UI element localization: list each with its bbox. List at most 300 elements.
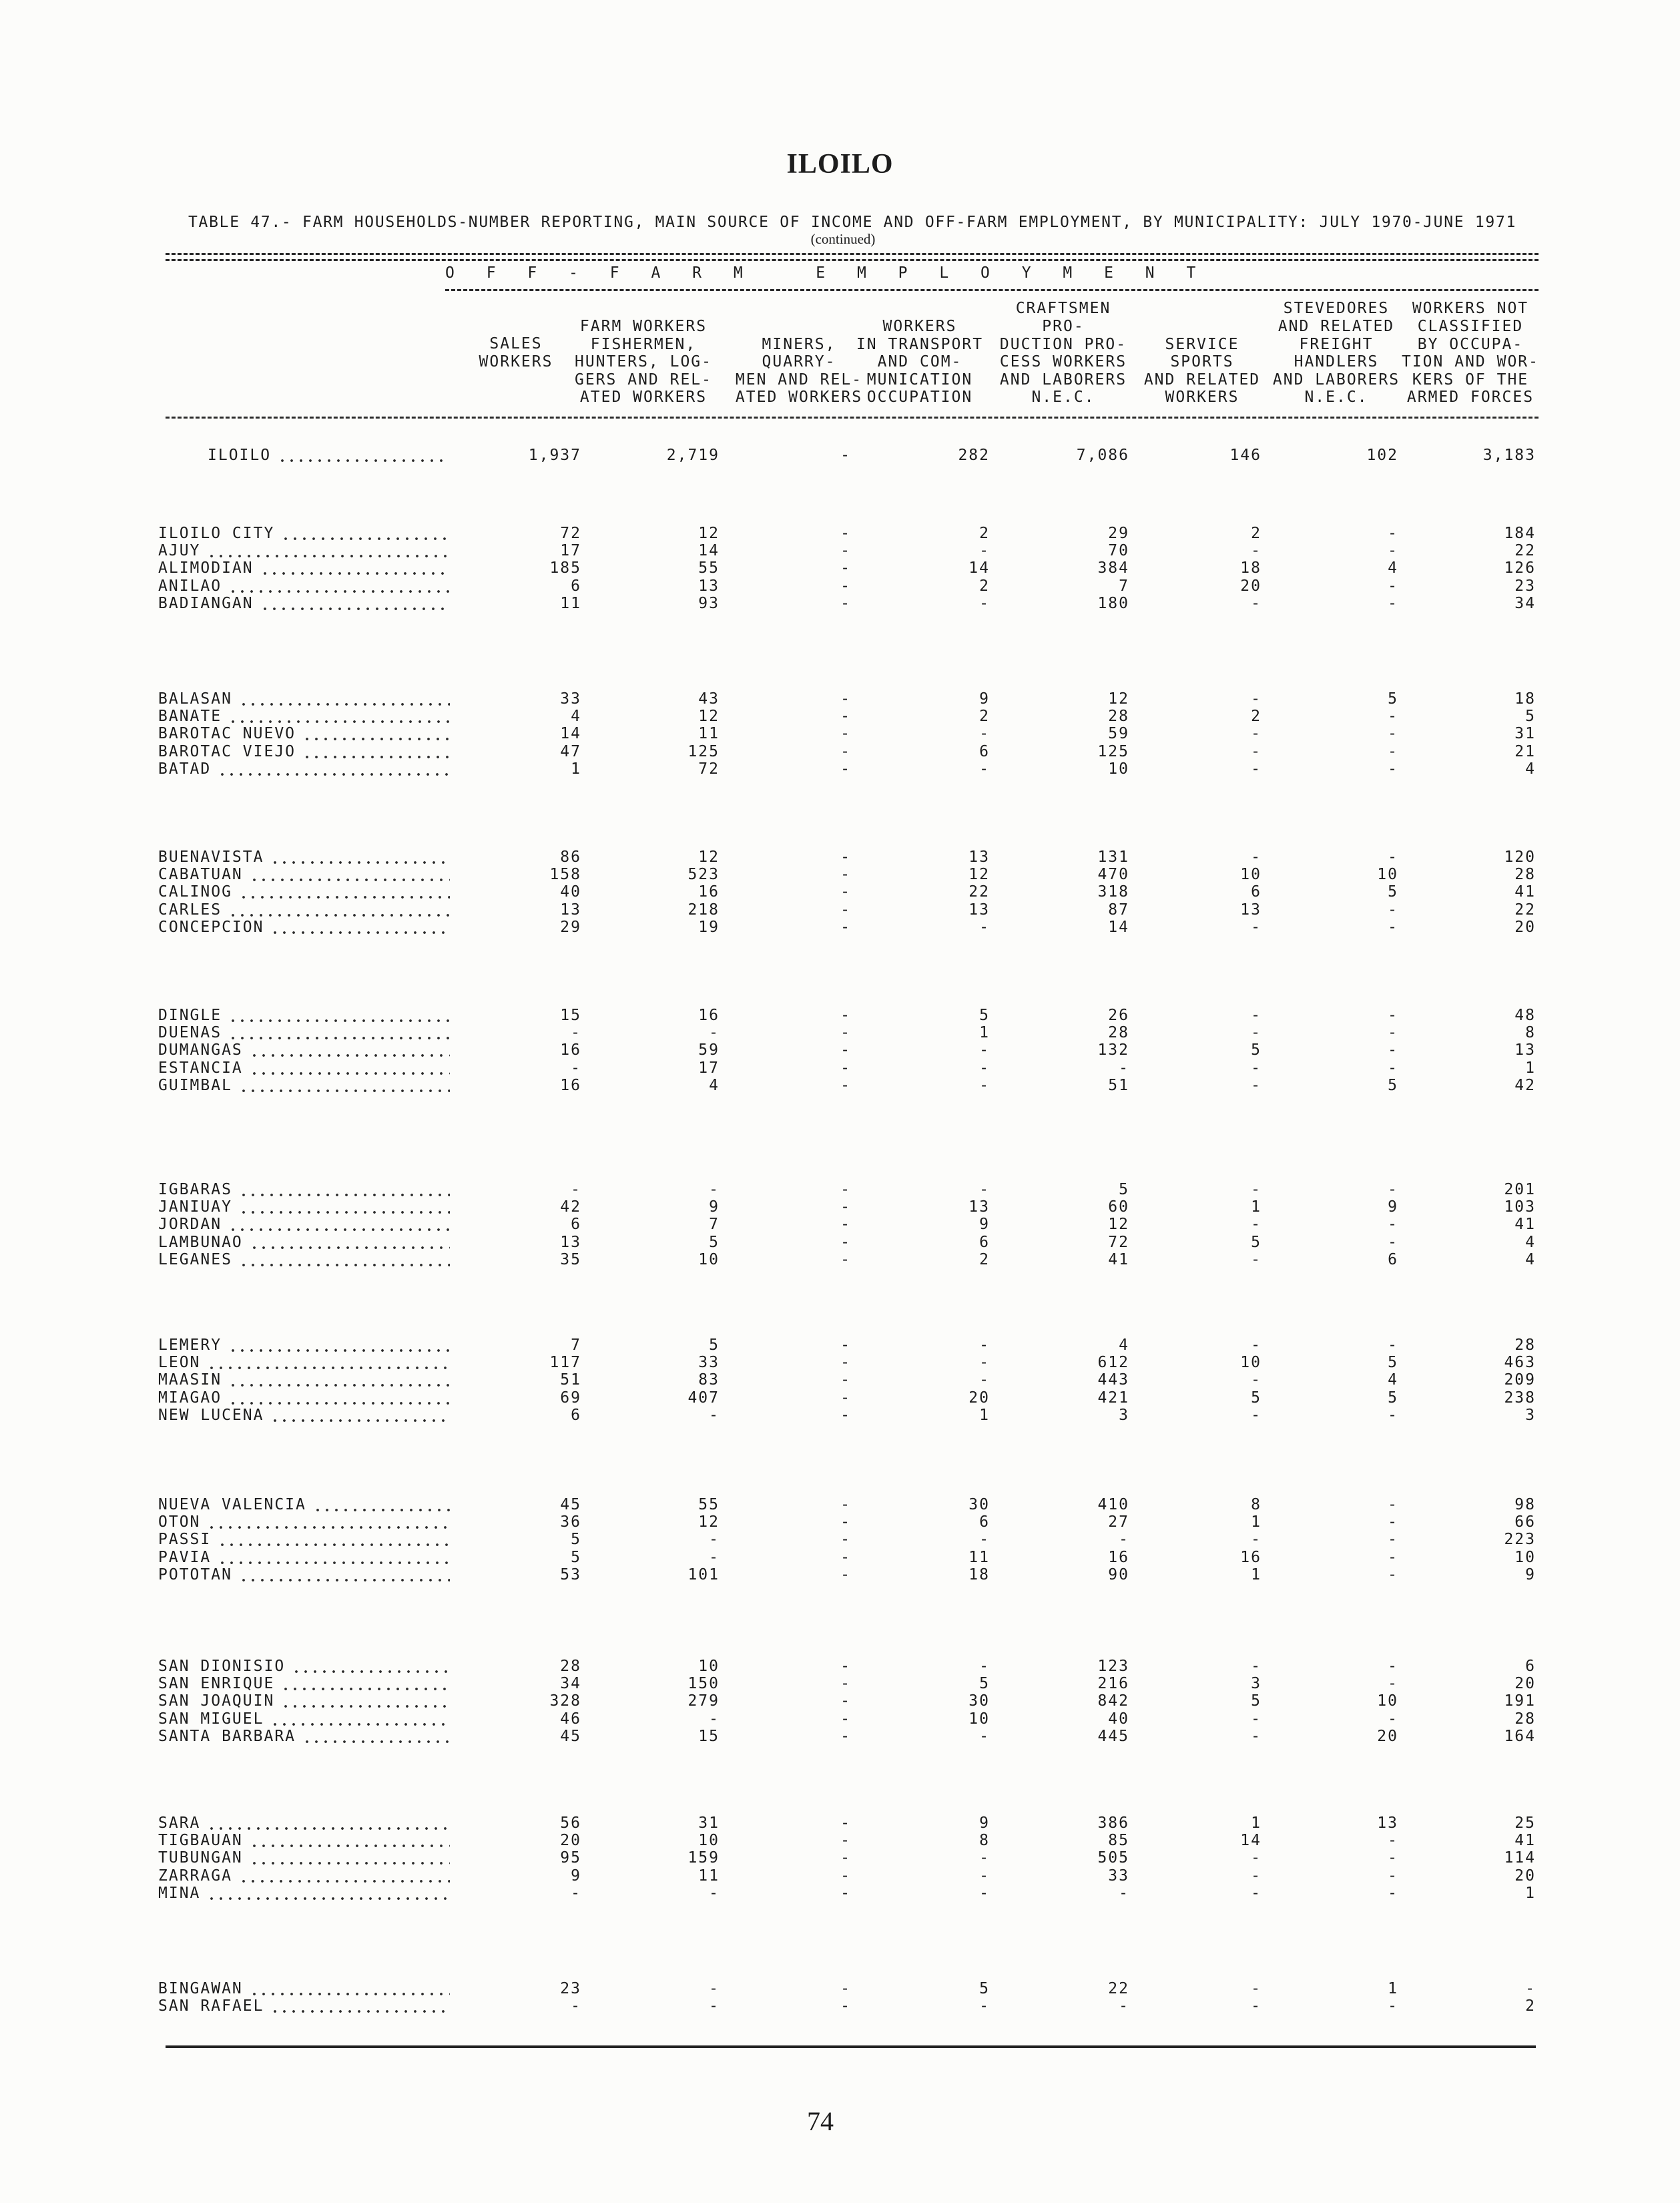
page-number: 74 [807, 2106, 834, 2136]
cell-transport-workers: - [979, 1059, 990, 1077]
table-row [0, 1336, 1680, 1354]
cell-not-classified: 223 [1504, 1531, 1536, 1549]
cell-sales-workers: 53 [560, 1565, 581, 1583]
municipality-cell [158, 1198, 450, 1216]
table-row [0, 525, 1680, 542]
cell-stevedores: 5 [1388, 883, 1398, 901]
table-row [0, 1354, 1680, 1371]
dot-leader [207, 1354, 450, 1371]
table-row [0, 1832, 1680, 1849]
cell-miners: - [840, 1496, 851, 1513]
cell-farm-workers: 12 [698, 708, 720, 726]
cell-miners: - [840, 1076, 851, 1094]
cell-miners: - [840, 1336, 851, 1354]
dot-leader [302, 743, 450, 760]
cell-farm-workers: 218 [687, 901, 720, 919]
col-header-line: AND COM- [877, 353, 962, 371]
cell-stevedores: - [1388, 1336, 1398, 1354]
dot-leader [281, 1675, 450, 1692]
municipality-name: SAN MIGUEL [158, 1710, 264, 1728]
cell-transport-workers: 8 [979, 1832, 990, 1850]
dot-leader [228, 1336, 450, 1354]
cell-service-workers: 5 [1251, 1692, 1262, 1710]
cell-service-workers: 13 [1240, 901, 1262, 919]
cell-craftsmen: 386 [1097, 1814, 1129, 1832]
municipality-name: MINA [158, 1884, 201, 1902]
cell-craftsmen: 16 [1108, 1548, 1129, 1566]
municipality-cell [158, 1549, 450, 1566]
cell-farm-workers: 5 [709, 1336, 720, 1354]
municipality-cell [158, 1675, 450, 1692]
col-header-line: WORKERS [479, 353, 553, 371]
cell-sales-workers: 1,937 [528, 447, 581, 464]
cell-transport-workers: 1 [979, 1406, 990, 1424]
municipality-cell [158, 1181, 450, 1198]
cell-transport-workers: 5 [979, 1675, 990, 1693]
col-header-line: CRAFTSMEN [1015, 300, 1111, 318]
table-row [0, 725, 1680, 742]
col-header-line: SERVICE [1165, 335, 1239, 353]
cell-sales-workers: 72 [560, 525, 581, 542]
cell-craftsmen: 60 [1108, 1198, 1129, 1216]
col-header-line: ATED WORKERS [579, 389, 708, 407]
cell-stevedores: - [1388, 1041, 1398, 1059]
dot-leader [270, 1407, 450, 1424]
col-header-line: CESS WORKERS [999, 353, 1127, 371]
cell-miners: - [840, 1041, 851, 1059]
table-row [0, 542, 1680, 559]
municipality-name: BINGAWAN [158, 1980, 243, 1997]
cell-not-classified: 41 [1514, 883, 1536, 901]
cell-transport-workers: - [979, 1076, 990, 1094]
cell-stevedores: 10 [1377, 1692, 1398, 1710]
cell-stevedores: 1 [1388, 1980, 1398, 1997]
cell-miners: - [840, 1565, 851, 1583]
table-row [0, 1198, 1680, 1216]
cell-sales-workers: 13 [560, 901, 581, 919]
cell-not-classified: 34 [1514, 594, 1536, 612]
cell-miners: - [840, 1867, 851, 1885]
cell-service-workers: - [1251, 1849, 1262, 1867]
cell-service-workers: - [1251, 690, 1262, 708]
municipality-cell [158, 901, 450, 919]
col-header-line: WORKERS [1165, 389, 1239, 407]
cell-not-classified: 41 [1514, 1216, 1536, 1234]
dot-leader [270, 1997, 450, 2015]
cell-craftsmen: 612 [1097, 1354, 1129, 1372]
col-header-line: AND RELATED [1278, 318, 1395, 336]
dot-leader [228, 1389, 450, 1407]
table-row [0, 1181, 1680, 1198]
cell-service-workers: - [1251, 1007, 1262, 1024]
cell-service-workers: - [1251, 1867, 1262, 1885]
dot-leader [207, 1513, 450, 1531]
cell-farm-workers: 159 [687, 1849, 720, 1867]
cell-craftsmen: 7 [1119, 577, 1129, 595]
table-row [0, 883, 1680, 901]
cell-transport-workers: 5 [979, 1007, 990, 1024]
cell-craftsmen: - [1119, 1531, 1129, 1549]
dot-leader [250, 1234, 450, 1251]
cell-service-workers: 1 [1251, 1513, 1262, 1531]
municipality-name: DUMANGAS [158, 1041, 243, 1059]
cell-service-workers: - [1251, 1980, 1262, 1997]
cell-service-workers: - [1251, 848, 1262, 866]
cell-stevedores: - [1388, 1884, 1398, 1902]
cell-miners: - [840, 1233, 851, 1251]
dot-leader [207, 1885, 450, 1902]
bottom-rule [166, 2045, 1536, 2048]
cell-sales-workers: 56 [560, 1814, 581, 1832]
cell-not-classified: 3,183 [1482, 447, 1536, 464]
cell-service-workers: 14 [1240, 1832, 1262, 1850]
cell-not-classified: 22 [1514, 542, 1536, 560]
cell-not-classified: 1 [1525, 1059, 1536, 1077]
municipality-name: PASSI [158, 1531, 212, 1549]
municipality-cell [158, 1658, 450, 1675]
cell-craftsmen: 3 [1119, 1406, 1129, 1424]
cell-craftsmen: 87 [1108, 901, 1129, 919]
table-row [0, 1980, 1680, 1997]
municipality-cell [158, 595, 450, 612]
table-row [0, 1728, 1680, 1745]
municipality-name: ALIMODIAN [158, 559, 254, 577]
cell-craftsmen: 443 [1097, 1371, 1129, 1389]
cell-service-workers: 1 [1251, 1198, 1262, 1216]
table-row [0, 919, 1680, 936]
cell-craftsmen: 70 [1108, 542, 1129, 560]
municipality-name: NUEVA VALENCIA [158, 1496, 306, 1513]
cell-farm-workers: - [709, 1548, 720, 1566]
cell-transport-workers: 2 [979, 1250, 990, 1268]
cell-miners: - [840, 1024, 851, 1042]
dot-leader [239, 1566, 450, 1583]
cell-stevedores: - [1388, 1710, 1398, 1728]
cell-stevedores: - [1388, 1849, 1398, 1867]
cell-not-classified: 48 [1514, 1007, 1536, 1024]
municipality-name: CONCEPCION [158, 918, 264, 936]
cell-craftsmen: 72 [1108, 1233, 1129, 1251]
cell-craftsmen: - [1119, 1997, 1129, 2015]
municipality-cell [158, 525, 450, 542]
cell-craftsmen: 28 [1108, 1024, 1129, 1042]
cell-transport-workers: 6 [979, 1233, 990, 1251]
municipality-cell [158, 1692, 450, 1710]
col-header-line: IN TRANSPORT [856, 335, 984, 353]
cell-craftsmen: 40 [1108, 1710, 1129, 1728]
table-row [0, 690, 1680, 708]
cell-sales-workers: 45 [560, 1496, 581, 1513]
dot-leader [260, 559, 450, 577]
municipality-name: SANTA BARBARA [158, 1727, 296, 1745]
table-row [0, 1814, 1680, 1832]
cell-craftsmen: 132 [1097, 1041, 1129, 1059]
table-row [0, 1407, 1680, 1424]
cell-sales-workers: 20 [560, 1832, 581, 1850]
cell-craftsmen: 445 [1097, 1727, 1129, 1745]
table-row [0, 559, 1680, 577]
col-header-line: MINERS, [762, 335, 836, 353]
cell-craftsmen: 505 [1097, 1849, 1129, 1867]
cell-sales-workers: - [571, 1884, 581, 1902]
cell-miners: - [840, 1980, 851, 1997]
cell-transport-workers: 22 [968, 883, 990, 901]
dot-leader [260, 595, 450, 612]
cell-miners: - [840, 525, 851, 542]
cell-farm-workers: 16 [698, 1007, 720, 1024]
cell-farm-workers: - [709, 1024, 720, 1042]
municipality-name: SAN ENRIQUE [158, 1675, 275, 1693]
cell-stevedores: - [1388, 1675, 1398, 1693]
cell-farm-workers: 279 [687, 1692, 720, 1710]
cell-not-classified: 31 [1514, 725, 1536, 743]
cell-not-classified: 238 [1504, 1389, 1536, 1407]
dot-leader [228, 1024, 450, 1041]
table-row [0, 1007, 1680, 1024]
cell-service-workers: 20 [1240, 577, 1262, 595]
cell-farm-workers: - [709, 1406, 720, 1424]
cell-craftsmen: 22 [1108, 1980, 1129, 1997]
cell-service-workers: 18 [1240, 559, 1262, 577]
cell-stevedores: - [1388, 542, 1398, 560]
cell-sales-workers: 46 [560, 1710, 581, 1728]
municipality-cell [158, 1728, 450, 1745]
dot-leader [270, 1710, 450, 1728]
col-header-line: BY OCCUPA- [1417, 335, 1524, 353]
cell-sales-workers: 13 [560, 1233, 581, 1251]
municipality-cell [158, 1007, 450, 1024]
cell-not-classified: 23 [1514, 577, 1536, 595]
cell-stevedores: - [1388, 1181, 1398, 1198]
cell-sales-workers: 16 [560, 1076, 581, 1094]
cell-farm-workers: 59 [698, 1041, 720, 1059]
col-header-line: FARM WORKERS [579, 318, 708, 336]
cell-not-classified: 98 [1514, 1496, 1536, 1513]
dot-leader [302, 725, 450, 742]
cell-craftsmen: 90 [1108, 1565, 1129, 1583]
municipality-name: AJUY [158, 542, 201, 560]
municipality-cell [158, 848, 450, 866]
cell-transport-workers: 20 [968, 1389, 990, 1407]
col-header-line: ARMED FORCES [1406, 389, 1534, 407]
cell-service-workers: 6 [1251, 883, 1262, 901]
cell-not-classified: 20 [1514, 1867, 1536, 1885]
cell-service-workers: 16 [1240, 1548, 1262, 1566]
cell-craftsmen: 28 [1108, 708, 1129, 726]
cell-craftsmen: 41 [1108, 1250, 1129, 1268]
table-row [0, 1531, 1680, 1548]
municipality-cell [158, 1354, 450, 1371]
municipality-name: JORDAN [158, 1216, 222, 1234]
table-row [0, 1077, 1680, 1094]
dot-leader [228, 1216, 450, 1233]
cell-stevedores: - [1388, 1233, 1398, 1251]
cell-service-workers: 10 [1240, 1354, 1262, 1372]
cell-not-classified: 5 [1525, 708, 1536, 726]
cell-sales-workers: 17 [560, 542, 581, 560]
col-header-line: HANDLERS [1294, 353, 1379, 371]
cell-service-workers: 5 [1251, 1233, 1262, 1251]
municipality-name: ILOILO [208, 447, 272, 464]
municipality-cell [158, 1077, 450, 1094]
municipality-cell [158, 1710, 450, 1728]
col-header-line: QUARRY- [762, 353, 836, 371]
dot-leader [218, 1531, 450, 1548]
cell-miners: - [840, 1007, 851, 1024]
cell-sales-workers: 6 [571, 1216, 581, 1234]
municipality-name: JANIUAY [158, 1198, 232, 1216]
cell-transport-workers: - [979, 760, 990, 778]
cell-craftsmen: - [1119, 1884, 1129, 1902]
cell-sales-workers: 42 [560, 1198, 581, 1216]
municipality-cell [158, 1389, 450, 1407]
cell-farm-workers: 55 [698, 559, 720, 577]
municipality-cell [158, 1980, 450, 1997]
dot-leader [228, 901, 450, 919]
cell-service-workers: - [1251, 1059, 1262, 1077]
cell-stevedores: - [1388, 725, 1398, 743]
cell-not-classified: 20 [1514, 918, 1536, 936]
municipality-name: TIGBAUAN [158, 1832, 243, 1850]
cell-transport-workers: 9 [979, 1814, 990, 1832]
cell-sales-workers: 28 [560, 1658, 581, 1675]
cell-stevedores: - [1388, 742, 1398, 760]
cell-transport-workers: - [979, 1997, 990, 2015]
page-heading: ILOILO [786, 149, 894, 180]
table-row [0, 1513, 1680, 1531]
cell-transport-workers: - [979, 1849, 990, 1867]
cell-not-classified: 6 [1525, 1658, 1536, 1675]
cell-miners: - [840, 883, 851, 901]
continued-label: (continued) [810, 231, 876, 247]
municipality-name: CALINOG [158, 883, 232, 901]
municipality-name: IGBARAS [158, 1181, 232, 1198]
municipality-name: MIAGAO [158, 1389, 222, 1407]
cell-transport-workers: 2 [979, 577, 990, 595]
cell-miners: - [840, 1354, 851, 1372]
cell-craftsmen: 14 [1108, 918, 1129, 936]
dot-leader [228, 1007, 450, 1024]
cell-farm-workers: 19 [698, 918, 720, 936]
municipality-name: BATAD [158, 760, 212, 778]
cell-not-classified: 28 [1514, 866, 1536, 884]
cell-miners: - [840, 1710, 851, 1728]
col-header-line: AND RELATED [1143, 371, 1261, 389]
table-title: TABLE 47.- FARM HOUSEHOLDS-NUMBER REPORTING, MAIN SOURCE OF INCOME AND OFF-FARM EMPLOYMENT, BY MUNICIPALITY: JULY 1970-JUNE 1971 [188, 214, 1517, 231]
cell-miners: - [840, 1531, 851, 1549]
cell-not-classified: 4 [1525, 1233, 1536, 1251]
cell-stevedores: - [1388, 1216, 1398, 1234]
cell-transport-workers: 6 [979, 1513, 990, 1531]
municipality-cell [158, 1513, 450, 1531]
cell-stevedores: - [1388, 1997, 1398, 2015]
dot-leader [228, 577, 450, 595]
cell-farm-workers: 10 [698, 1250, 720, 1268]
cell-stevedores: - [1388, 1658, 1398, 1675]
cell-service-workers: - [1251, 1997, 1262, 2015]
cell-stevedores: 4 [1388, 559, 1398, 577]
cell-sales-workers: 40 [560, 883, 581, 901]
col-header-line: MUNICATION [866, 371, 973, 389]
table-row [0, 1371, 1680, 1389]
cell-craftsmen: 85 [1108, 1832, 1129, 1850]
cell-service-workers: - [1251, 742, 1262, 760]
municipality-name: DUENAS [158, 1024, 222, 1042]
cell-miners: - [840, 1548, 851, 1566]
cell-service-workers: 5 [1251, 1389, 1262, 1407]
cell-craftsmen: 421 [1097, 1389, 1129, 1407]
cell-stevedores: 4 [1388, 1371, 1398, 1389]
cell-service-workers: - [1251, 1024, 1262, 1042]
municipality-cell [158, 919, 450, 936]
cell-farm-workers: 31 [698, 1814, 720, 1832]
dot-leader [250, 866, 450, 883]
cell-stevedores: - [1388, 760, 1398, 778]
cell-service-workers: 2 [1251, 708, 1262, 726]
cell-miners: - [840, 725, 851, 743]
cell-sales-workers: 51 [560, 1371, 581, 1389]
municipality-name: DINGLE [158, 1007, 222, 1024]
municipality-name: SARA [158, 1814, 201, 1832]
cell-farm-workers: 72 [698, 760, 720, 778]
cell-farm-workers: 43 [698, 690, 720, 708]
cell-farm-workers: 101 [687, 1565, 720, 1583]
table-row [0, 595, 1680, 612]
municipality-cell [158, 1566, 450, 1583]
municipality-name: LEON [158, 1354, 201, 1372]
cell-craftsmen: 842 [1097, 1692, 1129, 1710]
table-row [0, 1658, 1680, 1675]
cell-not-classified: 10 [1514, 1548, 1536, 1566]
municipality-cell [158, 1814, 450, 1832]
cell-sales-workers: 29 [560, 918, 581, 936]
dot-leader [250, 1849, 450, 1867]
municipality-cell [158, 542, 450, 559]
cell-craftsmen: 123 [1097, 1658, 1129, 1675]
cell-miners: - [840, 1250, 851, 1268]
cell-sales-workers: 36 [560, 1513, 581, 1531]
cell-not-classified: - [1525, 1980, 1536, 1997]
cell-farm-workers: 14 [698, 542, 720, 560]
cell-farm-workers: 12 [698, 525, 720, 542]
cell-not-classified: 21 [1514, 742, 1536, 760]
col-header-line: N.E.C. [1304, 389, 1368, 407]
cell-stevedores: - [1388, 525, 1398, 542]
cell-service-workers: 8 [1251, 1496, 1262, 1513]
table-row [0, 1389, 1680, 1407]
table-row [0, 1059, 1680, 1077]
cell-miners: - [840, 1675, 851, 1693]
col-header-line: CLASSIFIED [1417, 318, 1524, 336]
cell-not-classified: 2 [1525, 1997, 1536, 2015]
municipality-cell [158, 690, 450, 708]
cell-transport-workers: - [979, 918, 990, 936]
cell-stevedores: 5 [1388, 1076, 1398, 1094]
cell-service-workers: - [1251, 1658, 1262, 1675]
cell-service-workers: - [1251, 1181, 1262, 1198]
cell-transport-workers: 14 [968, 559, 990, 577]
cell-transport-workers: 1 [979, 1024, 990, 1042]
cell-craftsmen: 29 [1108, 525, 1129, 542]
cell-craftsmen: - [1119, 1059, 1129, 1077]
municipality-name: OTON [158, 1513, 201, 1531]
cell-sales-workers: 6 [571, 1406, 581, 1424]
col-header-line: ATED WORKERS [735, 389, 863, 407]
cell-miners: - [840, 848, 851, 866]
cell-sales-workers: 69 [560, 1389, 581, 1407]
table-row [0, 1041, 1680, 1059]
cell-craftsmen: 216 [1097, 1675, 1129, 1693]
